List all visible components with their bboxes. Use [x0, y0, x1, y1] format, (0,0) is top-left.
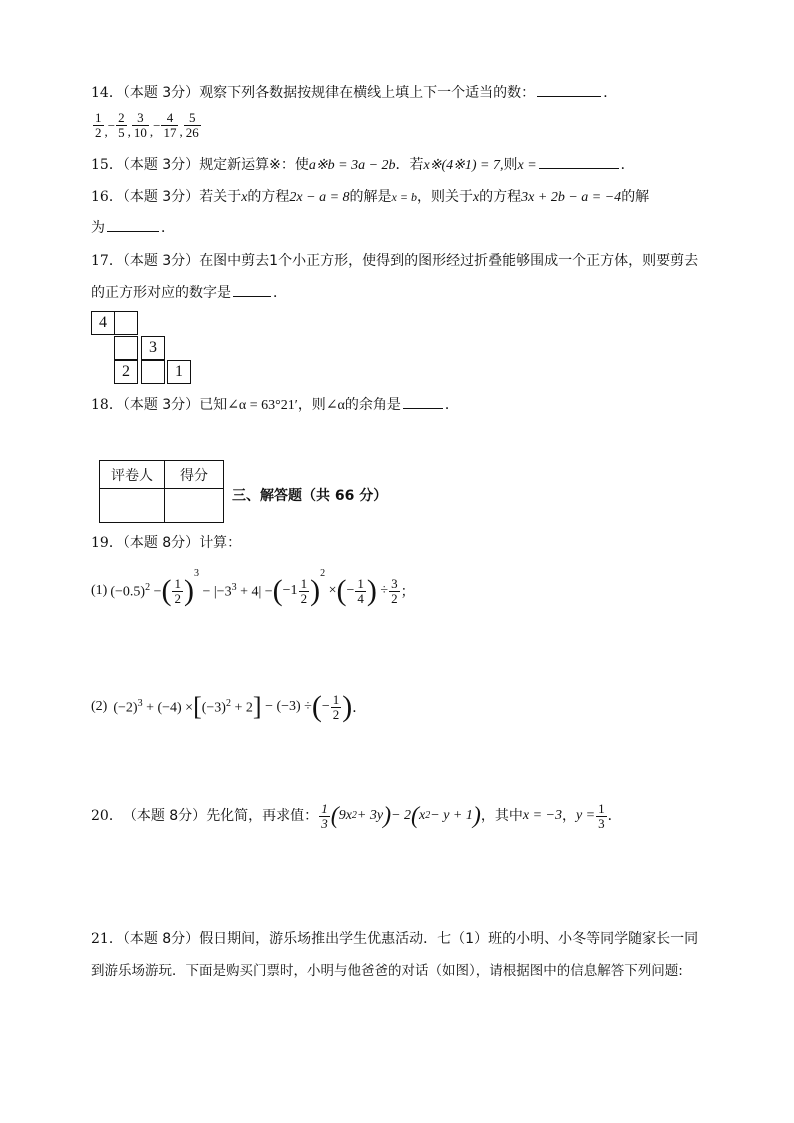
answer-blank [107, 219, 159, 232]
section-title: 三、解答题（共 66 分） [232, 488, 388, 504]
question-19 [91, 534, 241, 552]
question-number: 18． [91, 397, 123, 413]
y-fraction: $\frac{1}{3}$ [598, 800, 605, 831]
question-points: （本题 8分） [122, 535, 200, 551]
part-label: (2) [91, 699, 108, 714]
minus-sign: − [107, 117, 116, 133]
q19-part-1: (1) $(-0.5)^2$ − ( $\frac{1}{2}$ ) 3 − $|-3^3 + 4|$ − ( −1 $\frac{1}{2}$ ) 2 × ( − $\frac{1}{4}$ ) ÷ $\frac{3}{2}$ ； [91, 568, 415, 607]
separator: , [179, 124, 183, 139]
numerator: 1 [95, 110, 102, 125]
question-21 [91, 930, 698, 948]
question-20 [91, 796, 622, 836]
question-text: 观察下列各数据按规律在横线上填上下一个适当的数： [199, 85, 536, 101]
text: ， [561, 808, 576, 824]
text: 的余角是 [344, 397, 401, 413]
question-points: （本题 8分） [122, 808, 207, 824]
question-text: 先化简，再求值： [206, 808, 319, 824]
text: ，则 [297, 397, 326, 413]
text: 的正方形对应的数字是 [91, 285, 231, 301]
numerator: 4 [166, 110, 174, 125]
denominator: 5 [118, 125, 125, 140]
separator: , [127, 124, 131, 139]
text: ，则关于 [416, 189, 473, 205]
operation-rule: a※b = 3a − 2b [308, 158, 396, 173]
period: ． [607, 808, 622, 824]
text: 已知 [199, 397, 228, 413]
question-14 [91, 84, 617, 102]
numerator: 3 [137, 110, 144, 125]
score-cell[interactable] [165, 489, 224, 523]
question-points: （本题 3分） [122, 85, 200, 101]
question-16 [91, 188, 649, 207]
separator: , [104, 124, 108, 139]
separator: , [149, 124, 154, 139]
numerator: 5 [188, 110, 196, 125]
question-17 [91, 252, 698, 270]
variable-x: x [241, 190, 248, 205]
net-cell [114, 311, 138, 335]
solution: x = b [391, 190, 417, 204]
text: 的方程 [479, 189, 522, 205]
text: 的方程 [247, 189, 290, 205]
denominator: 26 [185, 125, 199, 140]
grader-cell[interactable] [100, 489, 165, 523]
score-table [99, 460, 224, 523]
denominator: 17 [163, 125, 177, 140]
score-header: 得分 [165, 461, 224, 489]
given-angle: ∠α = 63°21′ [227, 398, 298, 413]
period: ． [620, 157, 635, 173]
question-number: 21． [91, 931, 123, 947]
question-points: （本题 3分） [122, 157, 200, 173]
question-15 [91, 156, 635, 175]
text: ，其中 [480, 808, 523, 824]
x-value: x = −3 [522, 808, 562, 823]
question-text: 规定新运算※：使 [199, 157, 309, 173]
q14-sequence [92, 111, 202, 140]
period: ． [161, 220, 175, 236]
net-cell: 1 [167, 360, 191, 384]
text: 的解 [621, 189, 650, 205]
question-text-then: 则 [503, 157, 518, 173]
grader-header: 评卷人 [100, 461, 165, 489]
denominator: 10 [133, 125, 147, 140]
net-cell: 4 [91, 311, 115, 335]
text: 若关于 [199, 189, 242, 205]
variable-x: x [472, 190, 480, 205]
sequence-term [161, 111, 178, 140]
question-points: （本题 3分） [122, 189, 200, 205]
expression: $\frac{1}{3}$ ( 9x 2 + 3y ) − 2 ( x 2 − y + 1 ) [321, 800, 481, 831]
period: ． [603, 85, 618, 101]
period: ． [273, 285, 287, 301]
condition-equation: x※(4※1) = 7, [423, 158, 504, 173]
text: 的解是 [349, 189, 392, 205]
question-number: 20． [91, 808, 123, 824]
q19-part-2: (2) $(-2)^3 + (-4)$ × [ $(-3)^2 + 2$ ] − (−3) ÷ ( − $\frac{1}{2}$ ) ． [91, 690, 367, 723]
numerator: 2 [118, 110, 125, 125]
question-number: 14． [91, 85, 123, 101]
question-points: （本题 8分） [122, 931, 200, 947]
net-cell: 3 [141, 336, 165, 360]
angle-symbol: ∠α [325, 398, 345, 413]
question-17-line2 [91, 284, 287, 302]
part-label: (1) [91, 583, 108, 598]
cube-net-figure [91, 311, 201, 385]
sequence-term [132, 111, 149, 140]
denominator: 2 [95, 125, 102, 140]
net-cell [141, 360, 165, 384]
net-cell [114, 336, 138, 360]
answer-blank [233, 284, 271, 297]
sequence-term [184, 111, 201, 140]
unknown-x: x = [517, 158, 537, 173]
net-cell: 2 [114, 360, 138, 384]
question-text-mid: ．若 [395, 157, 424, 173]
period: ． [444, 397, 459, 413]
sequence-term [116, 111, 127, 140]
sequence-term [93, 111, 104, 140]
question-points: （本题 3分） [122, 397, 200, 413]
question-number: 15． [91, 157, 123, 173]
minus-sign: − [153, 117, 161, 133]
equation-1: 2x − a = 8 [289, 190, 350, 205]
question-text: 计算： [199, 535, 242, 551]
question-16-line2 [91, 219, 175, 237]
question-points: （本题 3分） [122, 253, 200, 269]
answer-blank [539, 156, 619, 169]
question-number: 16． [91, 189, 123, 205]
answer-blank [403, 396, 443, 409]
question-18 [91, 396, 459, 415]
question-number: 17． [91, 253, 123, 269]
question-text: 在图中剪去1个小正方形，使得到的图形经过折叠能够围成一个正方体，则要剪去 [199, 253, 699, 269]
text: 为 [91, 220, 105, 236]
equation-2: 3x + 2b − a = −4 [521, 190, 622, 205]
y-value: y = [575, 808, 596, 823]
question-21-line2: 到游乐场游玩．下面是购买门票时，小明与他爸爸的对话（如图），请根据图中的信息解答下列问题: [91, 963, 683, 979]
answer-blank [537, 84, 601, 97]
question-number: 19． [91, 535, 123, 551]
question-text: 假日期间，游乐场推出学生优惠活动．七（1）班的小明、小冬等同学随家长一同 [199, 931, 699, 947]
